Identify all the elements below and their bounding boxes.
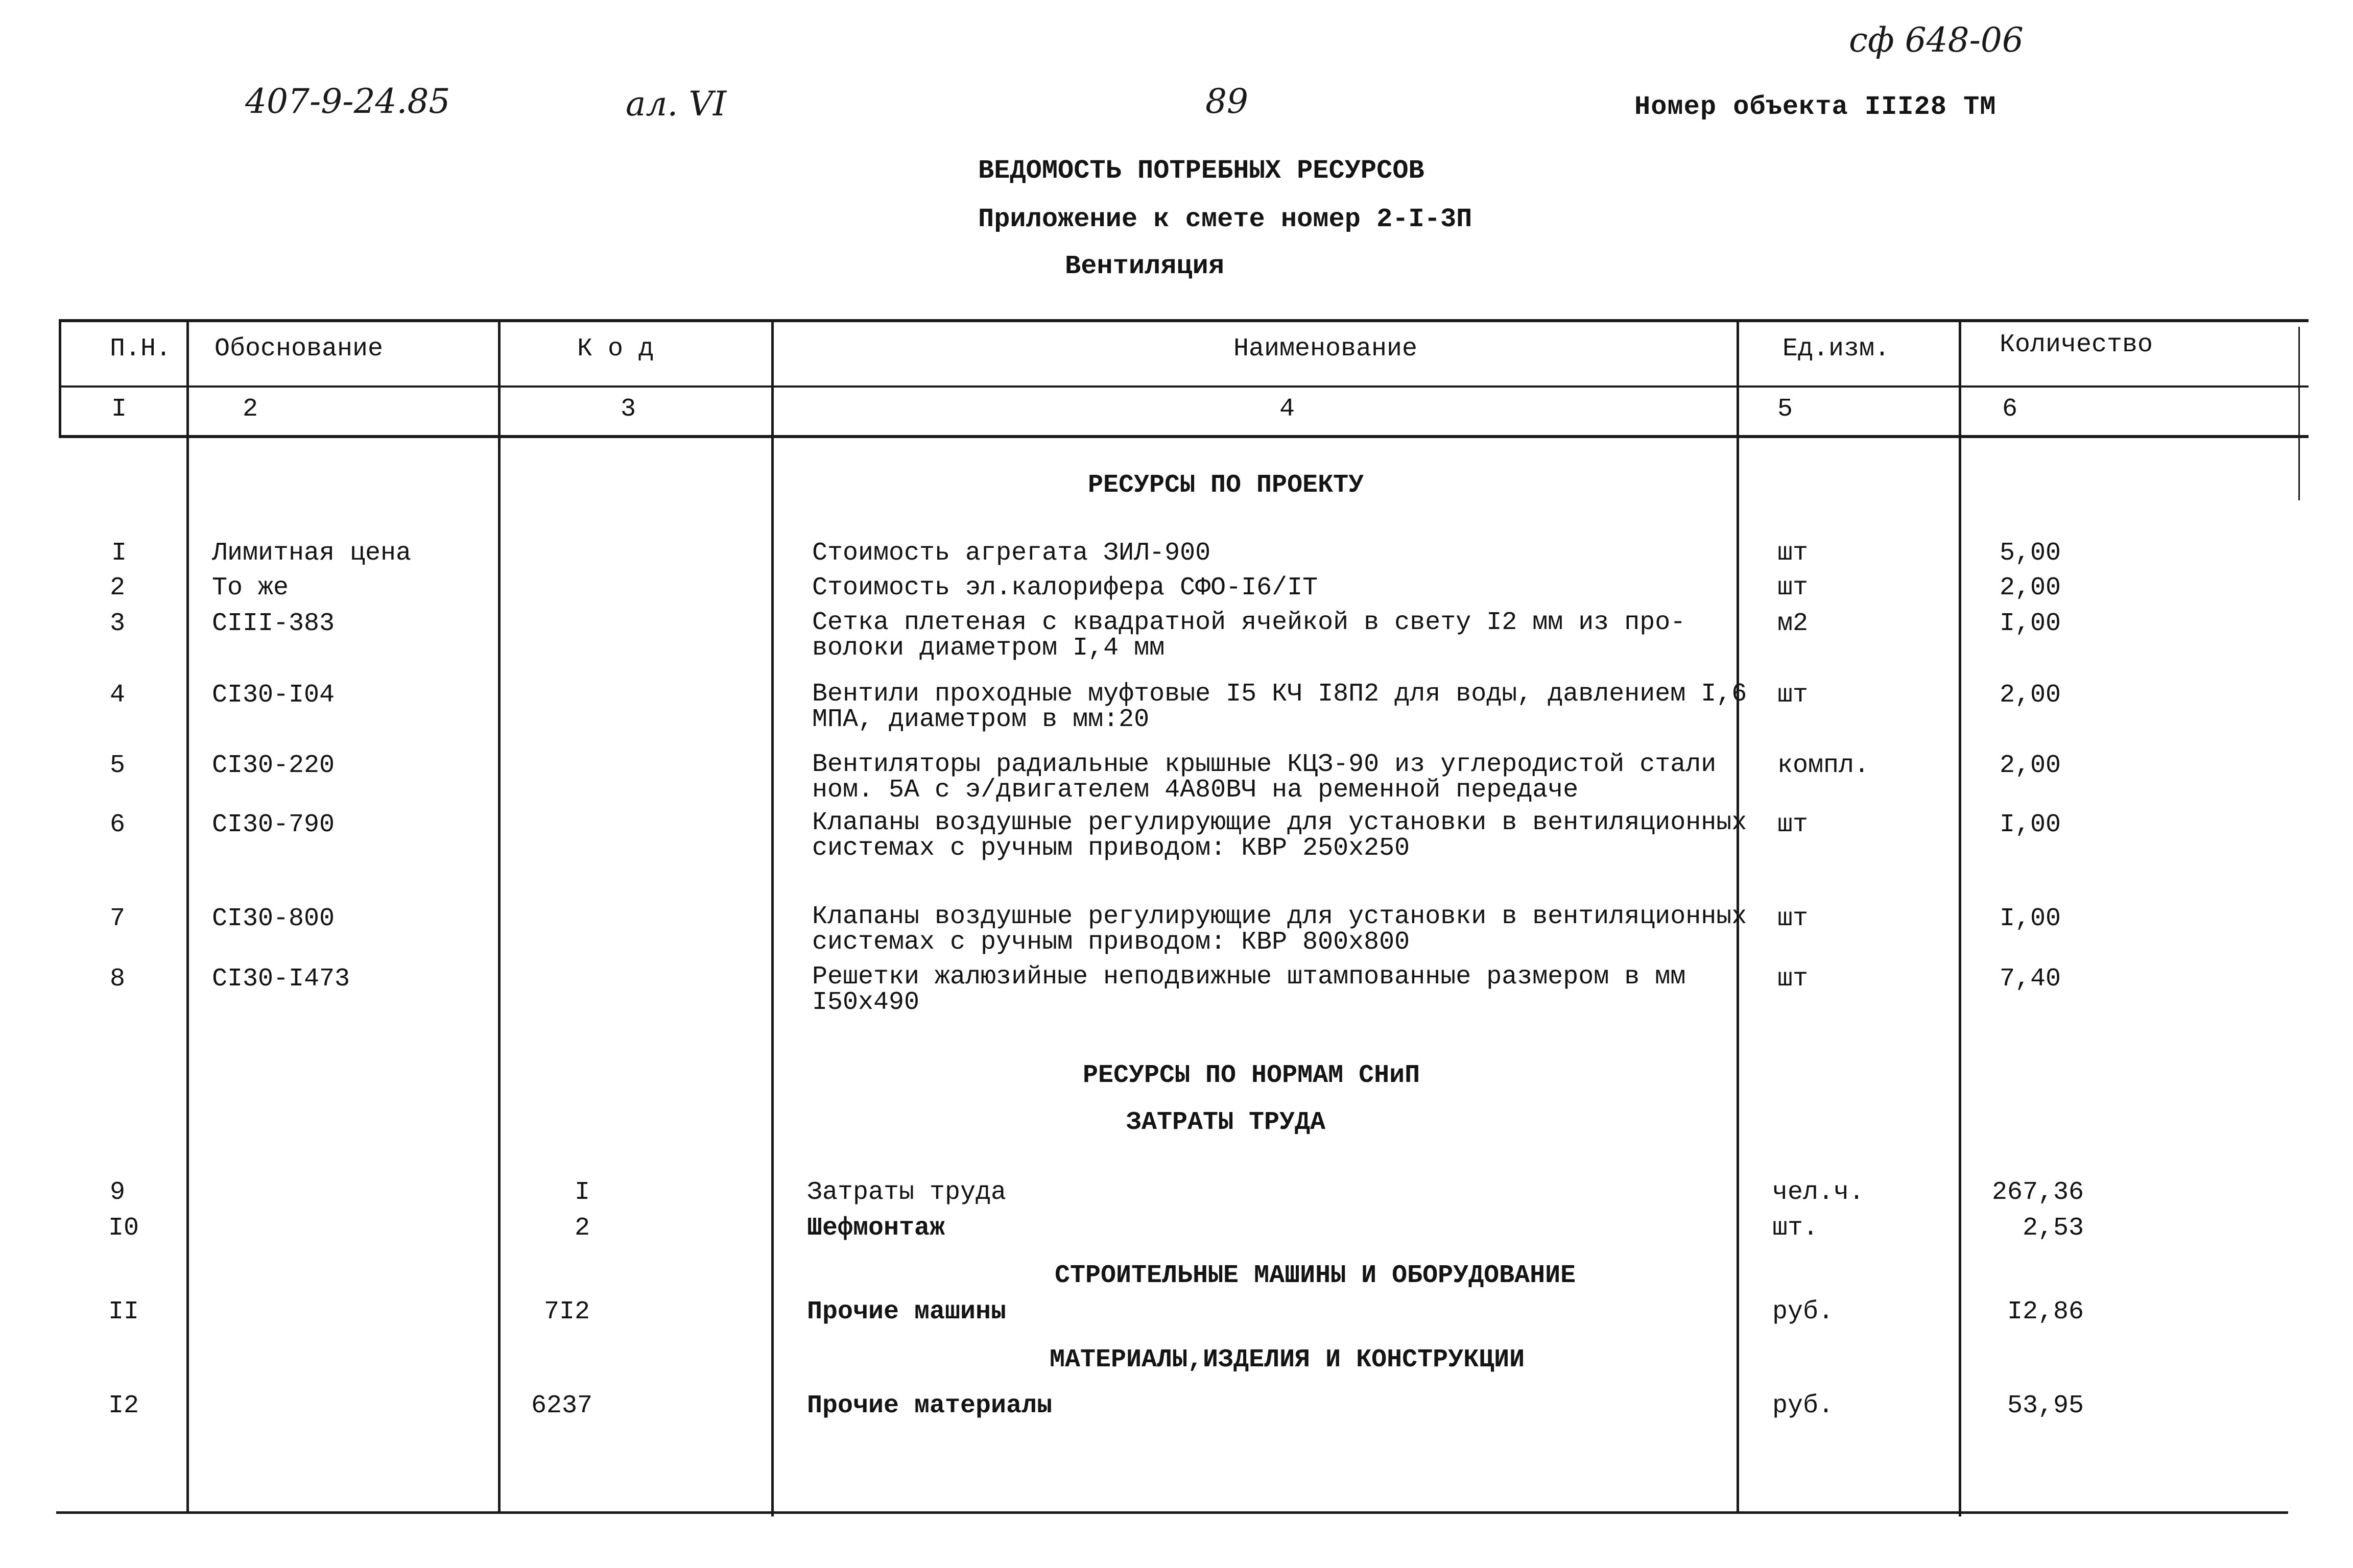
section-title: Вентиляция — [1065, 251, 1225, 281]
row-quantity: 2,00 — [2000, 751, 2061, 780]
document-title: ВЕДОМОСТЬ ПОТРЕБНЫХ РЕСУРСОВ — [978, 156, 1424, 186]
section-labor-costs: ЗАТРАТЫ ТРУДА — [1126, 1108, 1326, 1137]
row-basis: Лимитная цена — [212, 539, 412, 568]
row-name: Стоимость агрегата ЗИЛ-900 — [812, 539, 1211, 568]
handwritten-stamp: сф 648-06 — [1849, 20, 2024, 60]
row-number: 9 — [110, 1178, 126, 1207]
row-name: Стоимость эл.калорифера СФО-I6/IТ — [812, 573, 1318, 602]
column-divider — [771, 319, 774, 1516]
row-number: 8 — [110, 964, 126, 994]
row-name-continued: ном. 5А с э/двигателем 4А80ВЧ на ременной передаче — [812, 776, 1579, 805]
row-name: Решетки жалюзийные неподвижные штампованные размером в мм — [812, 962, 1686, 992]
row-quantity: I,00 — [2000, 609, 2061, 638]
column-divider — [186, 319, 189, 1514]
row-name: Вентили проходные муфтовые I5 КЧ I8П2 для воды, давлением I,6 — [812, 680, 1747, 709]
row-basis: СI30-I04 — [212, 681, 335, 710]
row-unit: шт — [1777, 964, 1809, 994]
row-code: 7I2 — [544, 1297, 590, 1326]
section-materials: МАТЕРИАЛЫ,ИЗДЕЛИЯ И КОНСТРУКЦИИ — [1050, 1345, 1525, 1374]
header-quantity: Количество — [2000, 330, 2153, 359]
header-name: Наименование — [1233, 334, 1418, 364]
row-quantity: 267,36 — [1992, 1178, 2084, 1207]
row-name-continued: МПА, диаметром в мм:20 — [812, 705, 1150, 734]
header-unit: Ед.изм. — [1782, 334, 1890, 364]
row-quantity: 2,53 — [2023, 1214, 2084, 1243]
column-divider — [2298, 327, 2300, 500]
row-code: 6237 — [531, 1391, 593, 1420]
section-machines: СТРОИТЕЛЬНЫЕ МАШИНЫ И ОБОРУДОВАНИЕ — [1055, 1261, 1576, 1290]
handwritten-project-code: 407-9-24.85 — [245, 82, 450, 121]
section-project-resources: РЕСУРСЫ ПО ПРОЕКТУ — [1088, 471, 1364, 500]
row-name: Клапаны воздушные регулирующие для установки в вентиляционных — [812, 808, 1747, 837]
row-unit: шт — [1777, 681, 1809, 710]
column-divider — [1959, 319, 1961, 1516]
row-number: 4 — [110, 681, 126, 710]
row-name: Затраты труда — [807, 1178, 1007, 1207]
header-divider — [59, 385, 2309, 388]
row-quantity: I2,86 — [2007, 1297, 2084, 1326]
row-quantity: I,00 — [2000, 810, 2061, 839]
row-number: I2 — [108, 1391, 139, 1420]
row-number: 7 — [110, 904, 126, 933]
header-basis: Обоснование — [215, 334, 384, 364]
column-number: 6 — [2002, 395, 2018, 424]
row-basis: СIII-383 — [212, 609, 335, 638]
row-name-continued: системах с ручным приводом: КВР 250x250 — [812, 834, 1410, 863]
row-quantity: 53,95 — [2007, 1391, 2084, 1420]
table-top-border — [59, 319, 2309, 322]
row-quantity: I,00 — [2000, 904, 2061, 933]
row-code: I — [575, 1178, 590, 1207]
row-quantity: 5,00 — [2000, 539, 2061, 568]
row-number: 2 — [110, 573, 126, 602]
handwritten-album: ал. VI — [626, 84, 727, 124]
row-number: I0 — [108, 1214, 139, 1243]
row-basis: СI30-I473 — [212, 964, 350, 994]
row-unit: шт — [1777, 573, 1809, 602]
column-number: 2 — [243, 395, 258, 424]
row-name: Вентиляторы радиальные крышные КЦЗ-90 из углеродистой стали — [812, 750, 1717, 779]
column-number: 3 — [621, 395, 636, 424]
row-name: Сетка плетеная с квадратной ячейкой в свету I2 мм из про- — [812, 608, 1686, 637]
row-basis: СI30-220 — [212, 751, 335, 780]
column-number: 5 — [1777, 395, 1793, 424]
row-unit: шт — [1777, 810, 1809, 839]
row-name: Прочие машины — [807, 1297, 1007, 1326]
section-norm-resources: РЕСУРСЫ ПО НОРМАМ СНиП — [1083, 1061, 1420, 1090]
header-code: К о д — [577, 334, 654, 364]
row-unit: м2 — [1777, 609, 1809, 638]
appendix-title: Приложение к смете номер 2-I-3П — [978, 204, 1472, 234]
row-basis: СI30-800 — [212, 904, 335, 933]
row-quantity: 2,00 — [2000, 573, 2061, 602]
row-code: 2 — [575, 1214, 590, 1243]
column-divider — [498, 319, 501, 1514]
row-unit: шт. — [1772, 1214, 1819, 1243]
header-item-number: П.Н. — [110, 334, 172, 364]
row-name: Клапаны воздушные регулирующие для установки в вентиляционных — [812, 902, 1747, 931]
row-unit: чел.ч. — [1772, 1178, 1865, 1207]
row-unit: шт — [1777, 904, 1809, 933]
row-name: Прочие материалы — [807, 1391, 1053, 1420]
row-unit: шт — [1777, 539, 1809, 568]
row-name-continued: системах с ручным приводом: КВР 800x800 — [812, 928, 1410, 957]
column-divider — [59, 319, 61, 438]
row-number: 3 — [110, 609, 126, 638]
row-name-continued: I50x490 — [812, 988, 920, 1017]
row-unit: компл. — [1777, 751, 1870, 780]
numbers-divider — [59, 435, 2309, 438]
row-number: I — [111, 539, 127, 568]
row-basis: СI30-790 — [212, 810, 335, 839]
column-number: 4 — [1279, 395, 1295, 424]
table-bottom-border — [56, 1511, 2288, 1514]
row-unit: руб. — [1772, 1297, 1834, 1326]
column-number: I — [111, 395, 127, 424]
handwritten-page-number: 89 — [1205, 82, 1248, 121]
row-unit: руб. — [1772, 1391, 1834, 1420]
row-quantity: 2,00 — [2000, 681, 2061, 710]
row-number: 6 — [110, 810, 126, 839]
row-basis: То же — [212, 573, 289, 602]
row-number: II — [108, 1297, 139, 1326]
object-number: Номер объекта III28 ТМ — [1634, 92, 1997, 122]
row-name: Шефмонтаж — [807, 1214, 945, 1243]
row-quantity: 7,40 — [2000, 964, 2061, 994]
row-name-continued: волоки диаметром I,4 мм — [812, 634, 1165, 663]
row-number: 5 — [110, 751, 126, 780]
